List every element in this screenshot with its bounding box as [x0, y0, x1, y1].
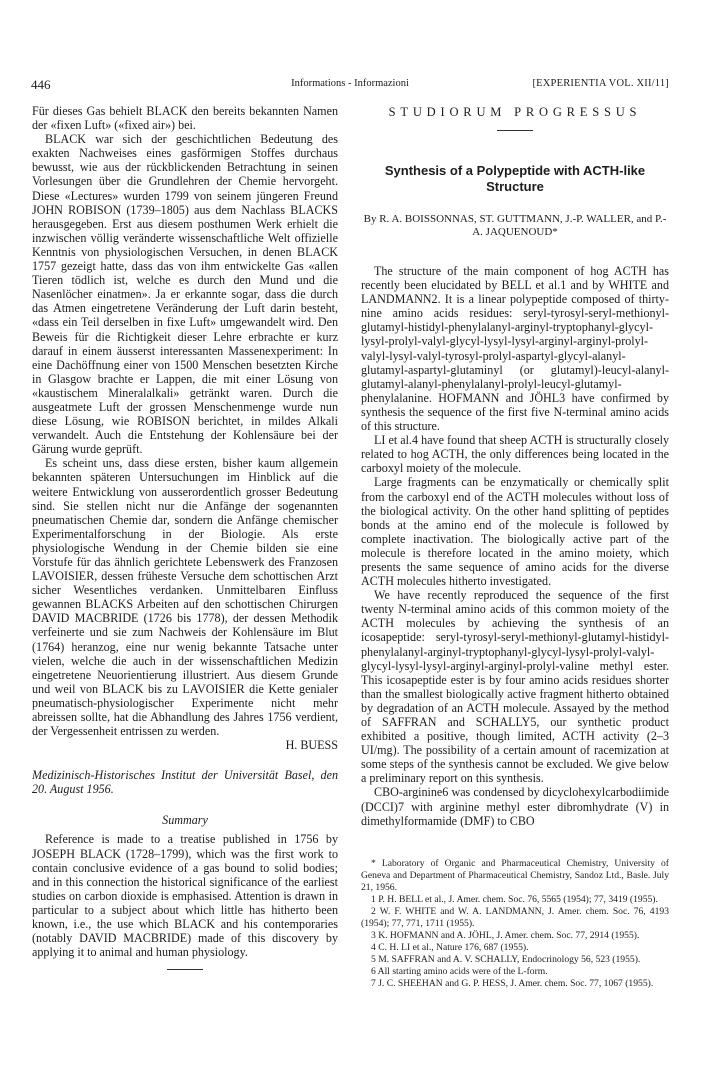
section-heading: STUDIORUM PROGRESSUS [388, 105, 642, 119]
section-rule [497, 130, 533, 131]
paragraph: Large fragments can be enzymatically or chemically split from the carboxyl end of the ACTH molecules without loss of the biological activity. On the other hand splitting of peptides bonds at the amino end of the molecule is followed by complete inactivation. The biologically active part of the molecule is therefore located in the amino moiety, which presents the same sequence of amino acids for the diverse ACTH molecules hitherto investigated. [361, 475, 669, 589]
paragraph: LI et al.4 have found that sheep ACTH is structurally closely related to hog ACTH, the only differences being located in the carboxyl moiety of the molecule. [361, 433, 669, 476]
paragraph: BLACK war sich der geschichtlichen Bedeutung des exakten Nachweises eines gasförmigen Stoffes durchaus bewusst, wie aus der rückblickenden Betrachtung in seinen Vorlesungen über die Grundlehren der Chemie hervorgeht. Diese «Lectures» wurden 1799 von seinem jüngeren Freund JOHN ROBISON (1739–1805) aus dem Nachlass BLACKS herausgegeben. Erst aus diesem posthumen Werk erhielt die inzwischen völlig veränderte wissenschaftliche Welt offizielle Kenntnis von physiologischen Versuchen, in denen BLACK 1757 gezeigt hatte, dass das von ihm entwickelte Gas «allen Tieren tödlich ist, welche es durch den Mund und die Nasenlöcher einatmen». Ja er erkannte sogar, dass die durch das Atmen eingetretene Veränderung der Luft darin besteht, «dass ein Teil derselben in fixe Luft» umgewandelt wird. Den Beweis für die Richtigkeit dieser Lehre erbrachte er kurz darauf in einem äusserst interessanten Massenexperiment: In eine Dachöffnung einer von 1500 Menschen besetzten Kirche in Glasgow brachte er Lappen, die mit einer Lösung von «kaustischem Mineralalkali» getränkt waren. Durch die ausgeatmete Luft der grossen Menschenmenge wurde nun diese Lösung, wie ROBISON berichtet, in mildes Alkali verwandelt. Auch die Entstehung der Kohlensäure bei der Gärung wurde geprüft. [32, 132, 338, 457]
paragraph: The structure of the main component of hog ACTH has recently been elucidated by BELL et al.1 and by WHITE and LANDMANN2. It is a linear polypeptide composed of thirty-nine amino acids residues: seryl-tyrosyl-seryl-methionyl-glutamyl-histidyl-phenylalanyl-arginyl-tryptophanyl-glycyl-lysyl-prolyl-valyl-glycyl-lysyl-lysyl-arginyl-arginyl-prolyl-valyl-lysyl-valyl-tyrosyl-prolyl-aspartyl-glycyl-alanyl-glutamyl-aspartyl-glutaminyl (or glutamyl)-leucyl-alanyl-glutamyl-alanyl-phenylalanyl-prolyl-leucyl-glutamyl-phenylalanine. HOFMANN and JÖHL3 have confirmed by synthesis the sequence of the first five N-terminal amino acids of this structure. [361, 264, 669, 434]
footnotes [361, 858, 669, 990]
paragraph: Für dieses Gas behielt BLACK den bereits bekannten Namen der «fixen Luft» («fixed air») bei. [32, 104, 338, 133]
author-signature: H. BUESS [285, 738, 338, 753]
end-rule [167, 969, 203, 970]
paragraph: CBO-arginine6 was condensed by dicyclohexylcarbodiimide (DCCI)7 with arginine methyl ester dibromhydrate (V) in dimethylformamide (DMF) to CBO [361, 785, 669, 828]
footnote: * Laboratory of Organic and Pharmaceutical Chemistry, University of Geneva and Department of Pharmaceutical Chemistry, Sandoz Ltd., Basle. July 21, 1956. [361, 857, 669, 893]
paragraph: We have recently reproduced the sequence of the first twenty N-terminal amino acids of this common moiety of the ACTH molecules by achieving the synthesis of an icosapeptide: seryl-tyrosyl-seryl-methionyl-glutamyl-histidyl-phenylalanyl-arginyl-tryptophanyl-glycyl-lysyl-prolyl-valyl-glycyl-lysyl-lysyl-arginyl-arginyl-prolyl-valine methyl ester. This icosapeptide ester is by four amino acids residues shorter than the smallest biologically active fragment hitherto obtained by degradation of an ACTH molecule. Assayed by the method of SAFFRAN and SCHALLY5, our synthetic product exhibited a positive, though limited, ACTH activity (2–3 UI/mg). The possibility of a certain amount of racemization at some steps of the synthesis cannot be excluded. We give below a preliminary report on this synthesis. [361, 588, 669, 786]
footnote: 4 C. H. LI et al., Nature 176, 687 (1955). [371, 941, 529, 953]
page-number: 446 [31, 77, 51, 92]
journal-reference: [EXPERIENTIA VOL. XII/11] [532, 78, 669, 89]
footnote: 6 All starting amino acids were of the L-form. [371, 965, 548, 977]
footnote: 5 M. SAFFRAN and A. V. SCHALLY, Endocrinology 56, 523 (1955). [371, 953, 641, 965]
running-title: Informations - Informazioni [291, 78, 409, 89]
article-authors: By R. A. BOISSONNAS, ST. GUTTMANN, J.-P. WALLER, and P.-A. JAQUENOUD* [363, 213, 667, 238]
footnote: 3 K. HOFMANN and A. JÖHL, J. Amer. chem. Soc. 77, 2914 (1955). [371, 929, 640, 941]
paragraph: Es scheint uns, dass diese ersten, bisher kaum allgemein bekannten späteren Untersuchungen im Hinblick auf die weitere Entwicklung von ausserordentlich grosser Bedeutung sind. Sie stellen nicht nur die Anfänge der sogenannten pneumatischen Chemie dar, sondern die Anfänge chemischer Experimentalforschung in der Biologie. Als erste physiologische Wendung in der Chemie bilden sie eine Vorstufe für das ähnlich gerichtete Lebenswerk des Franzosen LAVOISIER, dessen früheste Versuche dem schottischen Arzt sicher Wesentliches verdanken. Unmittelbaren Einfluss gewannen BLACKS Arbeiten auf den schottischen Chirurgen DAVID MACBRIDE (1726 bis 1778), der dessen Methodik verfeinerte und sie zum Nachweis der Kohlensäure im Blut (1764) heranzog, eine nur wenig bekannte Tatsache unter vielen, welche die auch in der wissenschaftlichen Medizin eingetretene Neuorientierung illustriert. Aus diesem Grunde und weil von BLACK bis zu LAVOISIER die Kette genialer pneumatisch-physiologischer Experimente nicht mehr abreissen sollte, hat die Abhandlung des Jahres 1756 verdient, der Vergessenheit entrissen zu werden. [32, 456, 338, 739]
footnote: 1 P. H. BELL et al., J. Amer. chem. Soc. 76, 5565 (1954); 77, 3419 (1955). [371, 893, 658, 905]
footnote: 2 W. F. WHITE and W. A. LANDMANN, J. Amer. chem. Soc. 76, 4193 (1954); 77, 771, 1711 (1955). [361, 905, 669, 929]
institute-line: Medizinisch-Historisches Institut der Universität Basel, den 20. August 1956. [32, 768, 338, 797]
summary-text: Reference is made to a treatise published in 1756 by JOSEPH BLACK (1728–1799), which was the first work to contain conclusive evidence of a gas bound to solid bodies; and in this connection the historical significance of the earliest studies on carbon dioxide is emphasised. Attention is drawn in particular to a subject about which little has hitherto been known, i.e., the use which BLACK and his contemporaries (notably DAVID MACBRIDE) made of this discovery by applying it to animal and human physiology. [32, 832, 338, 960]
right-column [361, 104, 669, 990]
article-title: Synthesis of a Polypeptide with ACTH-like Structure [384, 163, 646, 194]
footnote: 7 J. C. SHEEHAN and G. P. HESS, J. Amer. chem. Soc. 77, 1067 (1955). [371, 977, 654, 989]
left-column [32, 104, 338, 970]
summary-heading: Summary [162, 813, 208, 828]
running-header [31, 77, 669, 95]
